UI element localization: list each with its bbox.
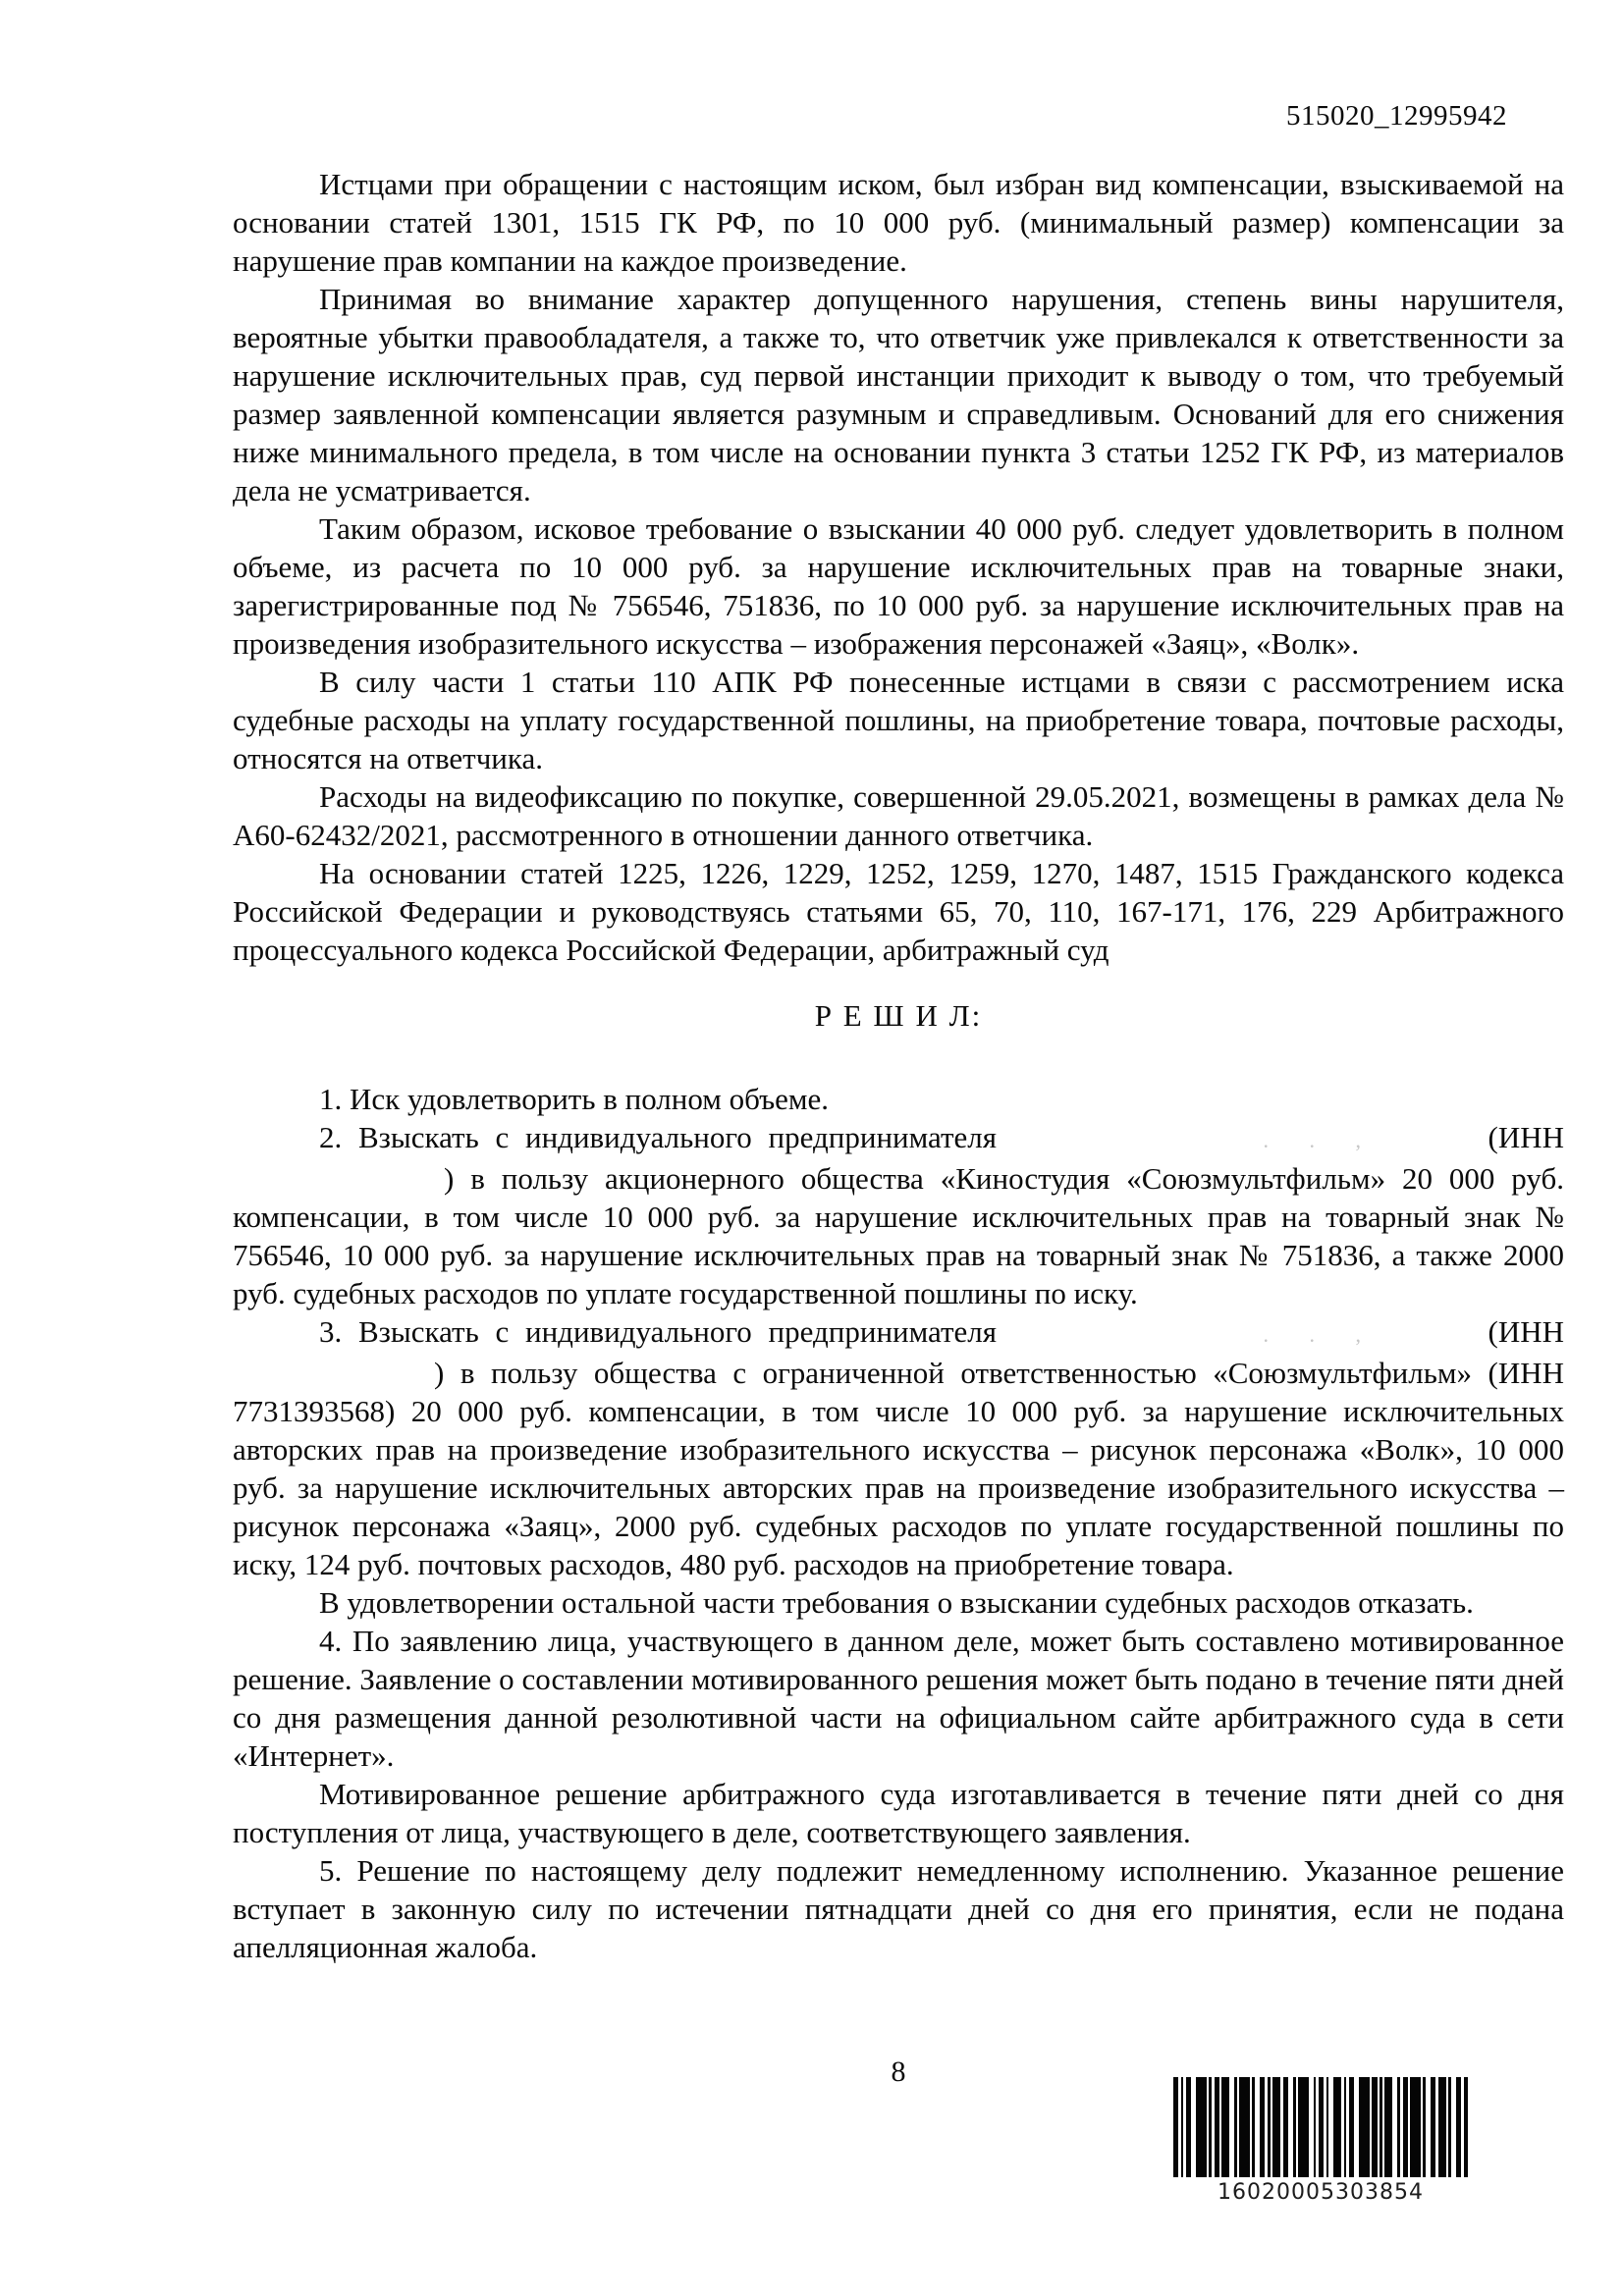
paragraph: Расходы на видеофиксацию по покупке, совершенной 29.05.2021, возмещены в рамках дела № А60-62432/2021, рассмотренного в отношении данного ответчика. [233, 779, 1564, 852]
redacted-area: . . , [1263, 1322, 1380, 1347]
barcode-bars-icon [1173, 2077, 1468, 2177]
paragraph: 4. По заявлению лица, участвующего в данном деле, может быть составлено мотивированное решение. Заявление о составлении мотивированного решения может быть подано в течение пяти дней со дня размещения данной резолютивной части на официальном сайте арбитражного суда в сети «Интернет». [233, 1624, 1564, 1773]
barcode-bar [1298, 2077, 1308, 2177]
document-body [233, 165, 1564, 1966]
barcode-bar [1359, 2077, 1369, 2177]
redacted-area [233, 1188, 444, 1189]
paragraph: Мотивированное решение арбитражного суда изготавливается в течение пяти дней со дня поступления от лица, участвующего в деле, соответствующего заявления. [233, 1777, 1564, 1849]
paragraph-text: 3. Взыскать с индивидуального предпринимателя [319, 1314, 998, 1349]
paragraph: 1. Иск удовлетворить в полном объеме. [319, 1082, 830, 1116]
barcode-bar [1239, 2077, 1249, 2177]
barcode-bar [1272, 2077, 1280, 2177]
page-number: 8 [891, 2056, 906, 2088]
paragraph-text: (ИНН [1488, 1314, 1564, 1349]
paragraph-continuation: ) в пользу общества с ограниченной ответственностью «Союзмультфильм» (ИНН 7731393568) 20 000 руб. компенсации, в том числе 10 000 руб. за нарушение исключительных авторских прав на произведение изобразительного искусства – рисунок персонажа «Волк», 10 000 руб. за нарушение исключительных авторских прав на произведение изобразительного искусства – рисунок персонажа «Заяц», 2000 руб. судебных расходов по уплате государственной пошлины по иску, 124 руб. почтовых расходов, 480 руб. расходов на приобретение товара. [233, 1356, 1564, 1581]
paragraph: В удовлетворении остальной части требования о взыскании судебных расходов отказать. [319, 1585, 1474, 1620]
redacted-area [233, 1382, 434, 1383]
barcode-bar [1333, 2077, 1341, 2177]
barcode-number: 16020005303854 [1217, 2180, 1424, 2205]
barcode-bar [1221, 2077, 1229, 2177]
paragraph: Принимая во внимание характер допущенного нарушения, степень вины нарушителя, вероятные убытки правообладателя, а также то, что ответчик уже привлекался к ответственности за нарушение исключительных прав, суд первой инстанции приходит к выводу о том, что требуемый размер заявленной компенсации является разумным и справедливым. Оснований для его снижения ниже минимального предела, в том числе на основании пункта 3 статьи 1252 ГК РФ, из материалов дела не усматривается. [233, 282, 1564, 507]
paragraph-continuation: ) в пользу акционерного общества «Киностудия «Союзмультфильм» 20 000 руб. компенсации, в том числе 10 000 руб. за нарушение исключительных прав на товарный знак № 756546, 10 000 руб. за нарушение исключительных прав на товарный знак № 751836, а также 2000 руб. судебных расходов по уплате государственной пошлины по иску. [233, 1161, 1564, 1310]
resolution-heading: Р Е Ш И Л: [814, 998, 983, 1033]
paragraph-with-redaction [233, 1312, 1564, 1354]
barcode-bar [1464, 2077, 1468, 2177]
barcode-bar [1196, 2077, 1206, 2177]
paragraph-text: 2. Взыскать с индивидуального предпринимателя [319, 1120, 998, 1154]
document-code: 515020_12995942 [1286, 100, 1507, 132]
paragraph: 5. Решение по настоящему делу подлежит немедленному исполнению. Указанное решение вступает в законную силу по истечении пятнадцати дней со дня его принятия, если не подана апелляционная жалоба. [233, 1853, 1564, 1964]
barcode-bar [1410, 2077, 1420, 2177]
barcode-bar [1438, 2077, 1446, 2177]
paragraph: Истцами при обращении с настоящим иском, был избран вид компенсации, взыскиваемой на основании статей 1301, 1515 ГК РФ, по 10 000 руб. (минимальный размер) компенсации за нарушение прав компании на каждое произведение. [233, 167, 1564, 278]
paragraph: Таким образом, исковое требование о взыскании 40 000 руб. следует удовлетворить в полном объеме, из расчета по 10 000 руб. за нарушение исключительных прав на товарные знаки, зарегистрированные под № 756546, 751836, по 10 000 руб. за нарушение исключительных прав на произведения изобразительного искусства – изображения персонажей «Заяц», «Волк». [233, 511, 1564, 661]
paragraph-text: (ИНН [1488, 1120, 1564, 1154]
redacted-area: . . , [1263, 1128, 1380, 1152]
barcode-bar [1384, 2077, 1392, 2177]
paragraph: На основании статей 1225, 1226, 1229, 1252, 1259, 1270, 1487, 1515 Гражданского кодекса Российской Федерации и руководствуясь статьями 65, 70, 110, 167-171, 176, 229 Арбитражного процессуального кодекса Российской Федерации, арбитражный суд [233, 856, 1564, 967]
barcode [1173, 2077, 1468, 2205]
paragraph: В силу части 1 статьи 110 АПК РФ понесенные истцами в связи с рассмотрением иска судебные расходы на уплату государственной пошлины, на приобретение товара, почтовые расходы, относятся на ответчика. [233, 665, 1564, 775]
paragraph-with-redaction [233, 1118, 1564, 1159]
